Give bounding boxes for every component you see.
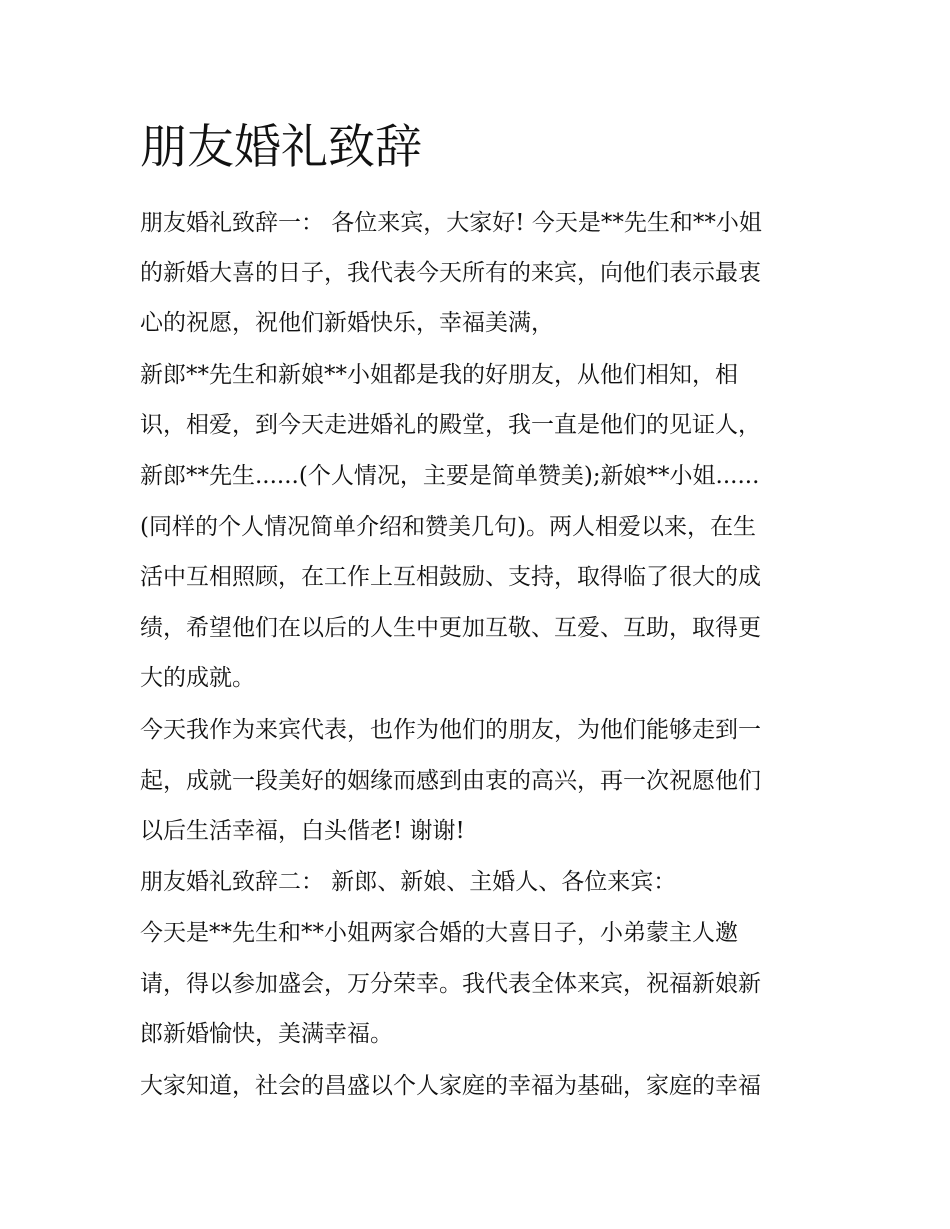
body-line: 今天是**先生和**小姐两家合婚的大喜日子，小弟蒙主人邀	[140, 920, 738, 946]
body-line: 心的祝愿，祝他们新婚快乐，幸福美满，	[140, 310, 554, 336]
body-line: (同样的个人情况简单介绍和赞美几句)。两人相爱以来，在生	[140, 514, 756, 540]
body-line: 识，相爱，到今天走进婚礼的殿堂，我一直是他们的见证人，	[140, 412, 761, 438]
body-line: 朋友婚礼致辞二： 新郎、新娘、主婚人、各位来宾：	[140, 869, 677, 895]
body-line: 活中互相照顾，在工作上互相鼓励、支持，取得临了很大的成	[140, 564, 761, 590]
body-line: 朋友婚礼致辞一： 各位来宾，大家好! 今天是**先生和**小姐	[140, 210, 762, 236]
body-line: 大的成就。	[140, 665, 255, 691]
body-line: 新郎**先生......(个人情况，主要是简单赞美);新娘**小姐......	[140, 463, 760, 489]
body-line: 大家知道，社会的昌盛以个人家庭的幸福为基础，家庭的幸福	[140, 1073, 761, 1099]
body-line: 今天我作为来宾代表，也作为他们的朋友，为他们能够走到一	[140, 717, 761, 743]
body-line: 请，得以参加盛会，万分荣幸。我代表全体来宾，祝福新娘新	[140, 971, 761, 997]
body-line: 以后生活幸福，白头偕老! 谢谢!	[140, 818, 465, 844]
body-line: 起，成就一段美好的姻缘而感到由衷的高兴，再一次祝愿他们	[140, 768, 761, 794]
body-line: 新郎**先生和新娘**小姐都是我的好朋友，从他们相知，相	[140, 362, 738, 388]
body-line: 郎新婚愉快，美满幸福。	[140, 1021, 393, 1047]
body-line: 的新婚大喜的日子，我代表今天所有的来宾，向他们表示最衷	[140, 260, 761, 286]
document-title: 朋友婚礼致辞	[140, 120, 422, 175]
body-line: 绩，希望他们在以后的人生中更加互敬、互爱、互助，取得更	[140, 615, 761, 641]
